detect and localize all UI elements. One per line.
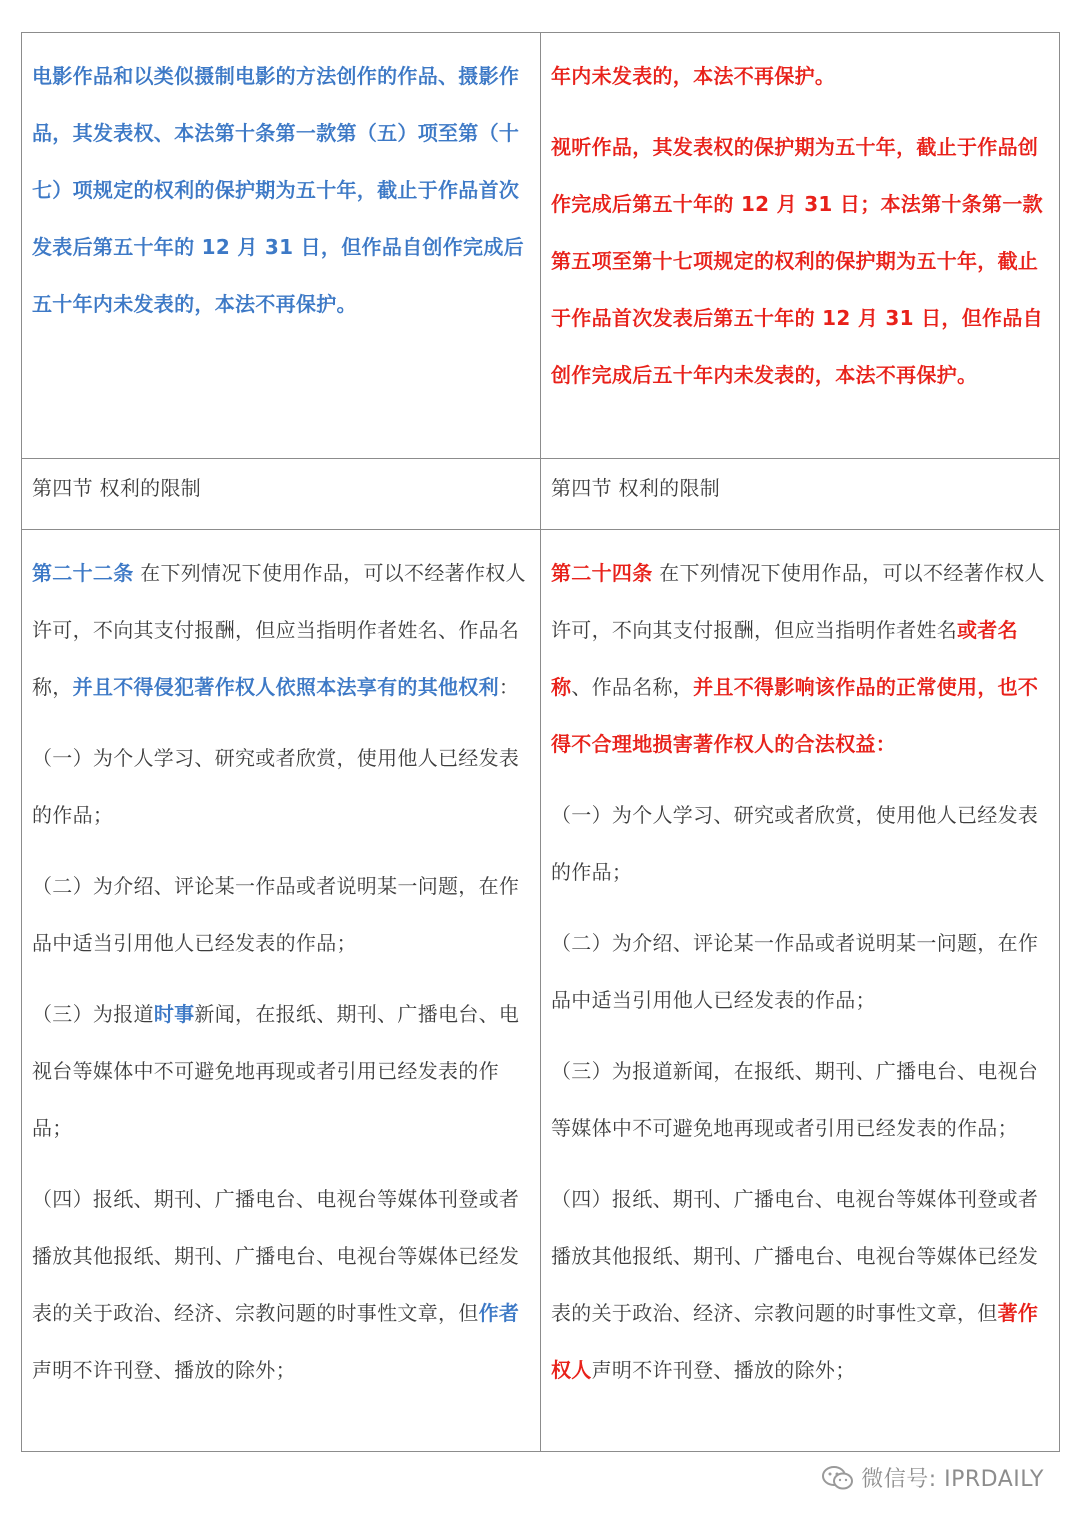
- old-intro-highlight: 并且不得侵犯著作权人依照本法享有的其他权利: [72, 675, 499, 699]
- new-item-1: （一）为个人学习、研究或者欣赏，使用他人已经发表的作品；: [551, 803, 1039, 884]
- old-item-1: （一）为个人学习、研究或者欣赏，使用他人已经发表的作品；: [32, 746, 520, 827]
- new-item-4-text: 声明不许刊登、播放的除外；: [591, 1358, 856, 1382]
- new-law-cell: [541, 33, 1060, 459]
- new-law-cell: [541, 530, 1060, 1452]
- watermark-text: 微信号: IPRDAILY: [861, 1467, 1044, 1492]
- new-section-heading: 第四节 权利的限制: [541, 459, 1060, 530]
- new-intro-highlight: 并且不得影响该作品的正常使用，也不得不合理地损害著作权人的合法权益：: [551, 675, 1039, 756]
- old-intro-end: ：: [498, 675, 520, 699]
- new-item-3: （三）为报道新闻，在报纸、期刊、广播电台、电视台等媒体中不可避免地再现或者引用已经发表的作品；: [551, 1059, 1039, 1140]
- old-item-4-text: （四）报纸、期刊、广播电台、电视台等媒体刊登或者播放其他报纸、期刊、广播电台、电视台等媒体已经发表的关于政治、经济、宗教问题的时事性文章，但: [32, 1187, 520, 1325]
- old-law-cell: [22, 530, 541, 1452]
- old-article-intro: [32, 545, 530, 716]
- old-intro-text: 在下列情况下使用作品，可以不经著作权人许可，不向其支付报酬，但应当指明作者姓名、作品名称，: [32, 561, 526, 699]
- new-intro-text: 在下列情况下使用作品，可以不经著作权人许可，不向其支付报酬，但应当指明作者姓名: [551, 561, 1045, 642]
- old-item-3-text: 新闻，在报纸、期刊、广播电台、电视台等媒体中不可避免地再现或者引用已经发表的作品；: [32, 1002, 520, 1140]
- table-row: [22, 530, 1060, 1452]
- watermark: [821, 1462, 1044, 1493]
- old-item-2: （二）为介绍、评论某一作品或者说明某一问题，在作品中适当引用他人已经发表的作品；: [32, 874, 520, 955]
- table-row: [22, 33, 1060, 459]
- new-item-4: [551, 1171, 1049, 1399]
- old-item-4: [32, 1171, 530, 1399]
- new-item-4-highlight: 著作权人: [551, 1301, 1039, 1382]
- comparison-table: [21, 32, 1060, 1452]
- old-item-4-highlight: 作者: [478, 1301, 520, 1325]
- old-item-3: [32, 986, 530, 1157]
- new-paragraph: 年内未发表的，本法不再保护。: [551, 64, 836, 88]
- new-item-2: （二）为介绍、评论某一作品或者说明某一问题，在作品中适当引用他人已经发表的作品；: [551, 931, 1039, 1012]
- old-item-3-highlight: 时事: [153, 1002, 195, 1026]
- old-article-number: 第二十二条: [32, 561, 134, 585]
- new-paragraph: 视听作品，其发表权的保护期为五十年，截止于作品创作完成后第五十年的 12 月 31 日；本法第十条第一款第五项至第十七项规定的权利的保护期为五十年，截止于作品首次发表后第五十年的 12 月 31 日，但作品自创作完成后五十年内未发表的，本法不再保护。: [551, 135, 1043, 387]
- new-intro-text: 、作品名称，: [571, 675, 694, 699]
- new-item-4-text: （四）报纸、期刊、广播电台、电视台等媒体刊登或者播放其他报纸、期刊、广播电台、电视台等媒体已经发表的关于政治、经济、宗教问题的时事性文章，但: [551, 1187, 1039, 1325]
- new-article-intro: [551, 545, 1049, 773]
- new-article-number: 第二十四条: [551, 561, 653, 585]
- old-section-heading: 第四节 权利的限制: [22, 459, 541, 530]
- old-paragraph: 电影作品和以类似摄制电影的方法创作的作品、摄影作品，其发表权、本法第十条第一款第（五）项至第（十七）项规定的权利的保护期为五十年，截止于作品首次发表后第五十年的 12 月 31 日，但作品自创作完成后五十年内未发表的，本法不再保护。: [32, 64, 524, 316]
- table-row: [22, 459, 1060, 530]
- wechat-icon: [821, 1464, 855, 1492]
- old-item-4-text: 声明不许刊登、播放的除外；: [32, 1358, 296, 1382]
- old-item-3-text: （三）为报道: [32, 1002, 154, 1026]
- old-law-cell: [22, 33, 541, 459]
- new-intro-highlight: 或者名称: [551, 618, 1018, 699]
